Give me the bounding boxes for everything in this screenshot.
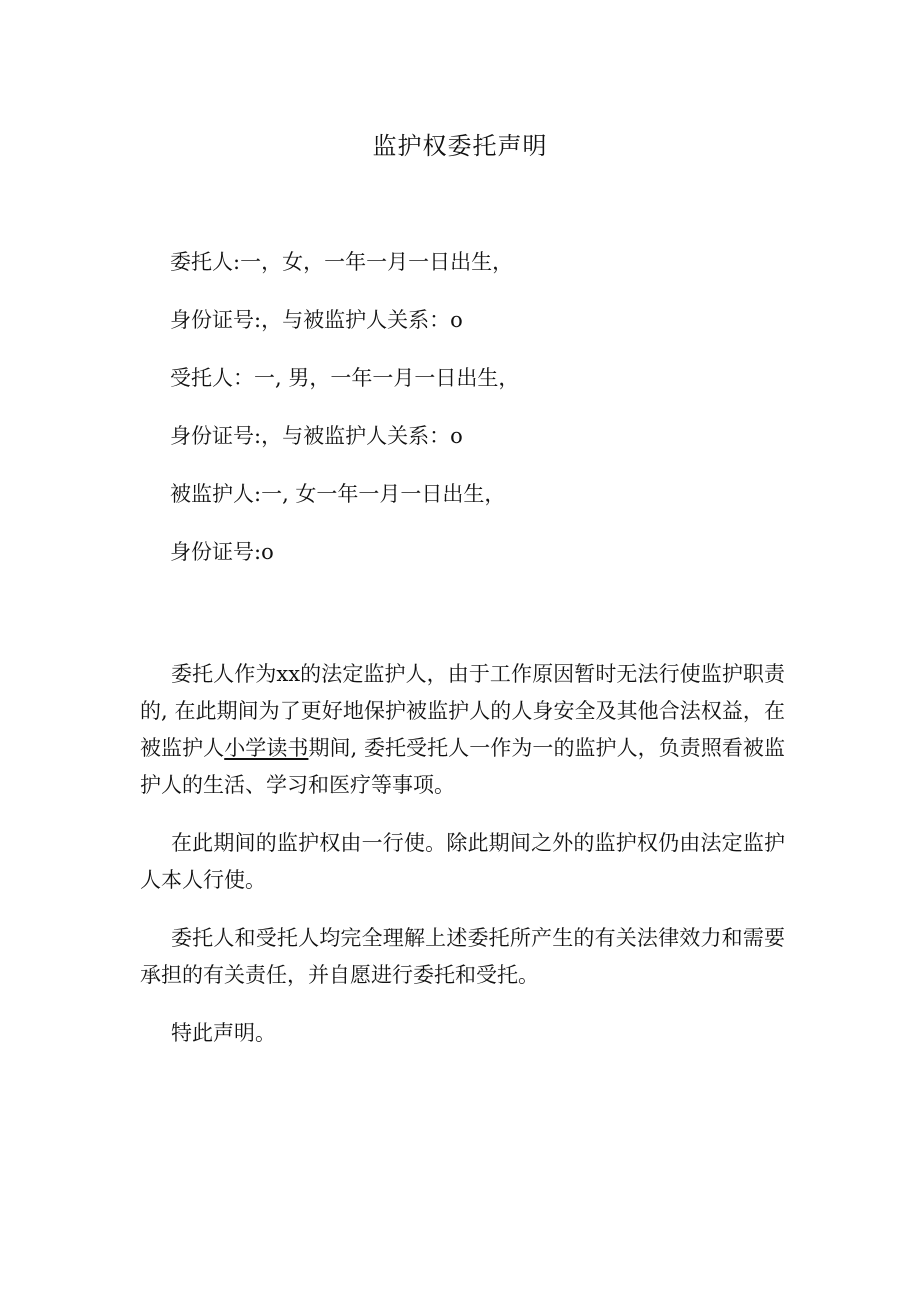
paragraph-exercise: 在此期间的监护权由一行使。除此期间之外的监护权仍由法定监护人本人行使。 [140,831,785,892]
document-title: 监护权委托声明 [372,132,548,160]
paragraph-delegation-part2: 期间, 委托受托人一作为一的监护人，负责照看被监护人的生活、学习和医疗等事项。 [140,736,785,797]
party-info-block [170,245,790,593]
agent-id-line: 身份证号:，与被监护人关系：o [170,424,463,448]
ward-line: 被监护人:一, 女一年一月一日出生， [170,482,506,506]
paragraph-closing: 特此声明。 [171,1021,276,1045]
underlined-period: 小学读书 [224,736,309,760]
paragraph-delegation [140,656,785,804]
paragraph-delegation-part1: 委托人作为xx的法定监护人，由于工作原因暂时无法行使监护职责的, 在此期间为了更好地保护被监护人的人身安全及其他合法权益，在被监护人 [140,662,785,760]
principal-line: 委托人:一，女，一年一月一日出生， [170,250,514,274]
agent-line: 受托人：一, 男，一年一月一日出生， [170,366,520,390]
ward-id-line: 身份证号:o [170,540,274,564]
principal-id-line: 身份证号:，与被监护人关系：o [170,308,463,332]
paragraph-understanding: 委托人和受托人均完全理解上述委托所产生的有关法律效力和需要承担的有关责任，并自愿进行委托和受托。 [140,926,785,987]
statement-body [140,656,785,1073]
